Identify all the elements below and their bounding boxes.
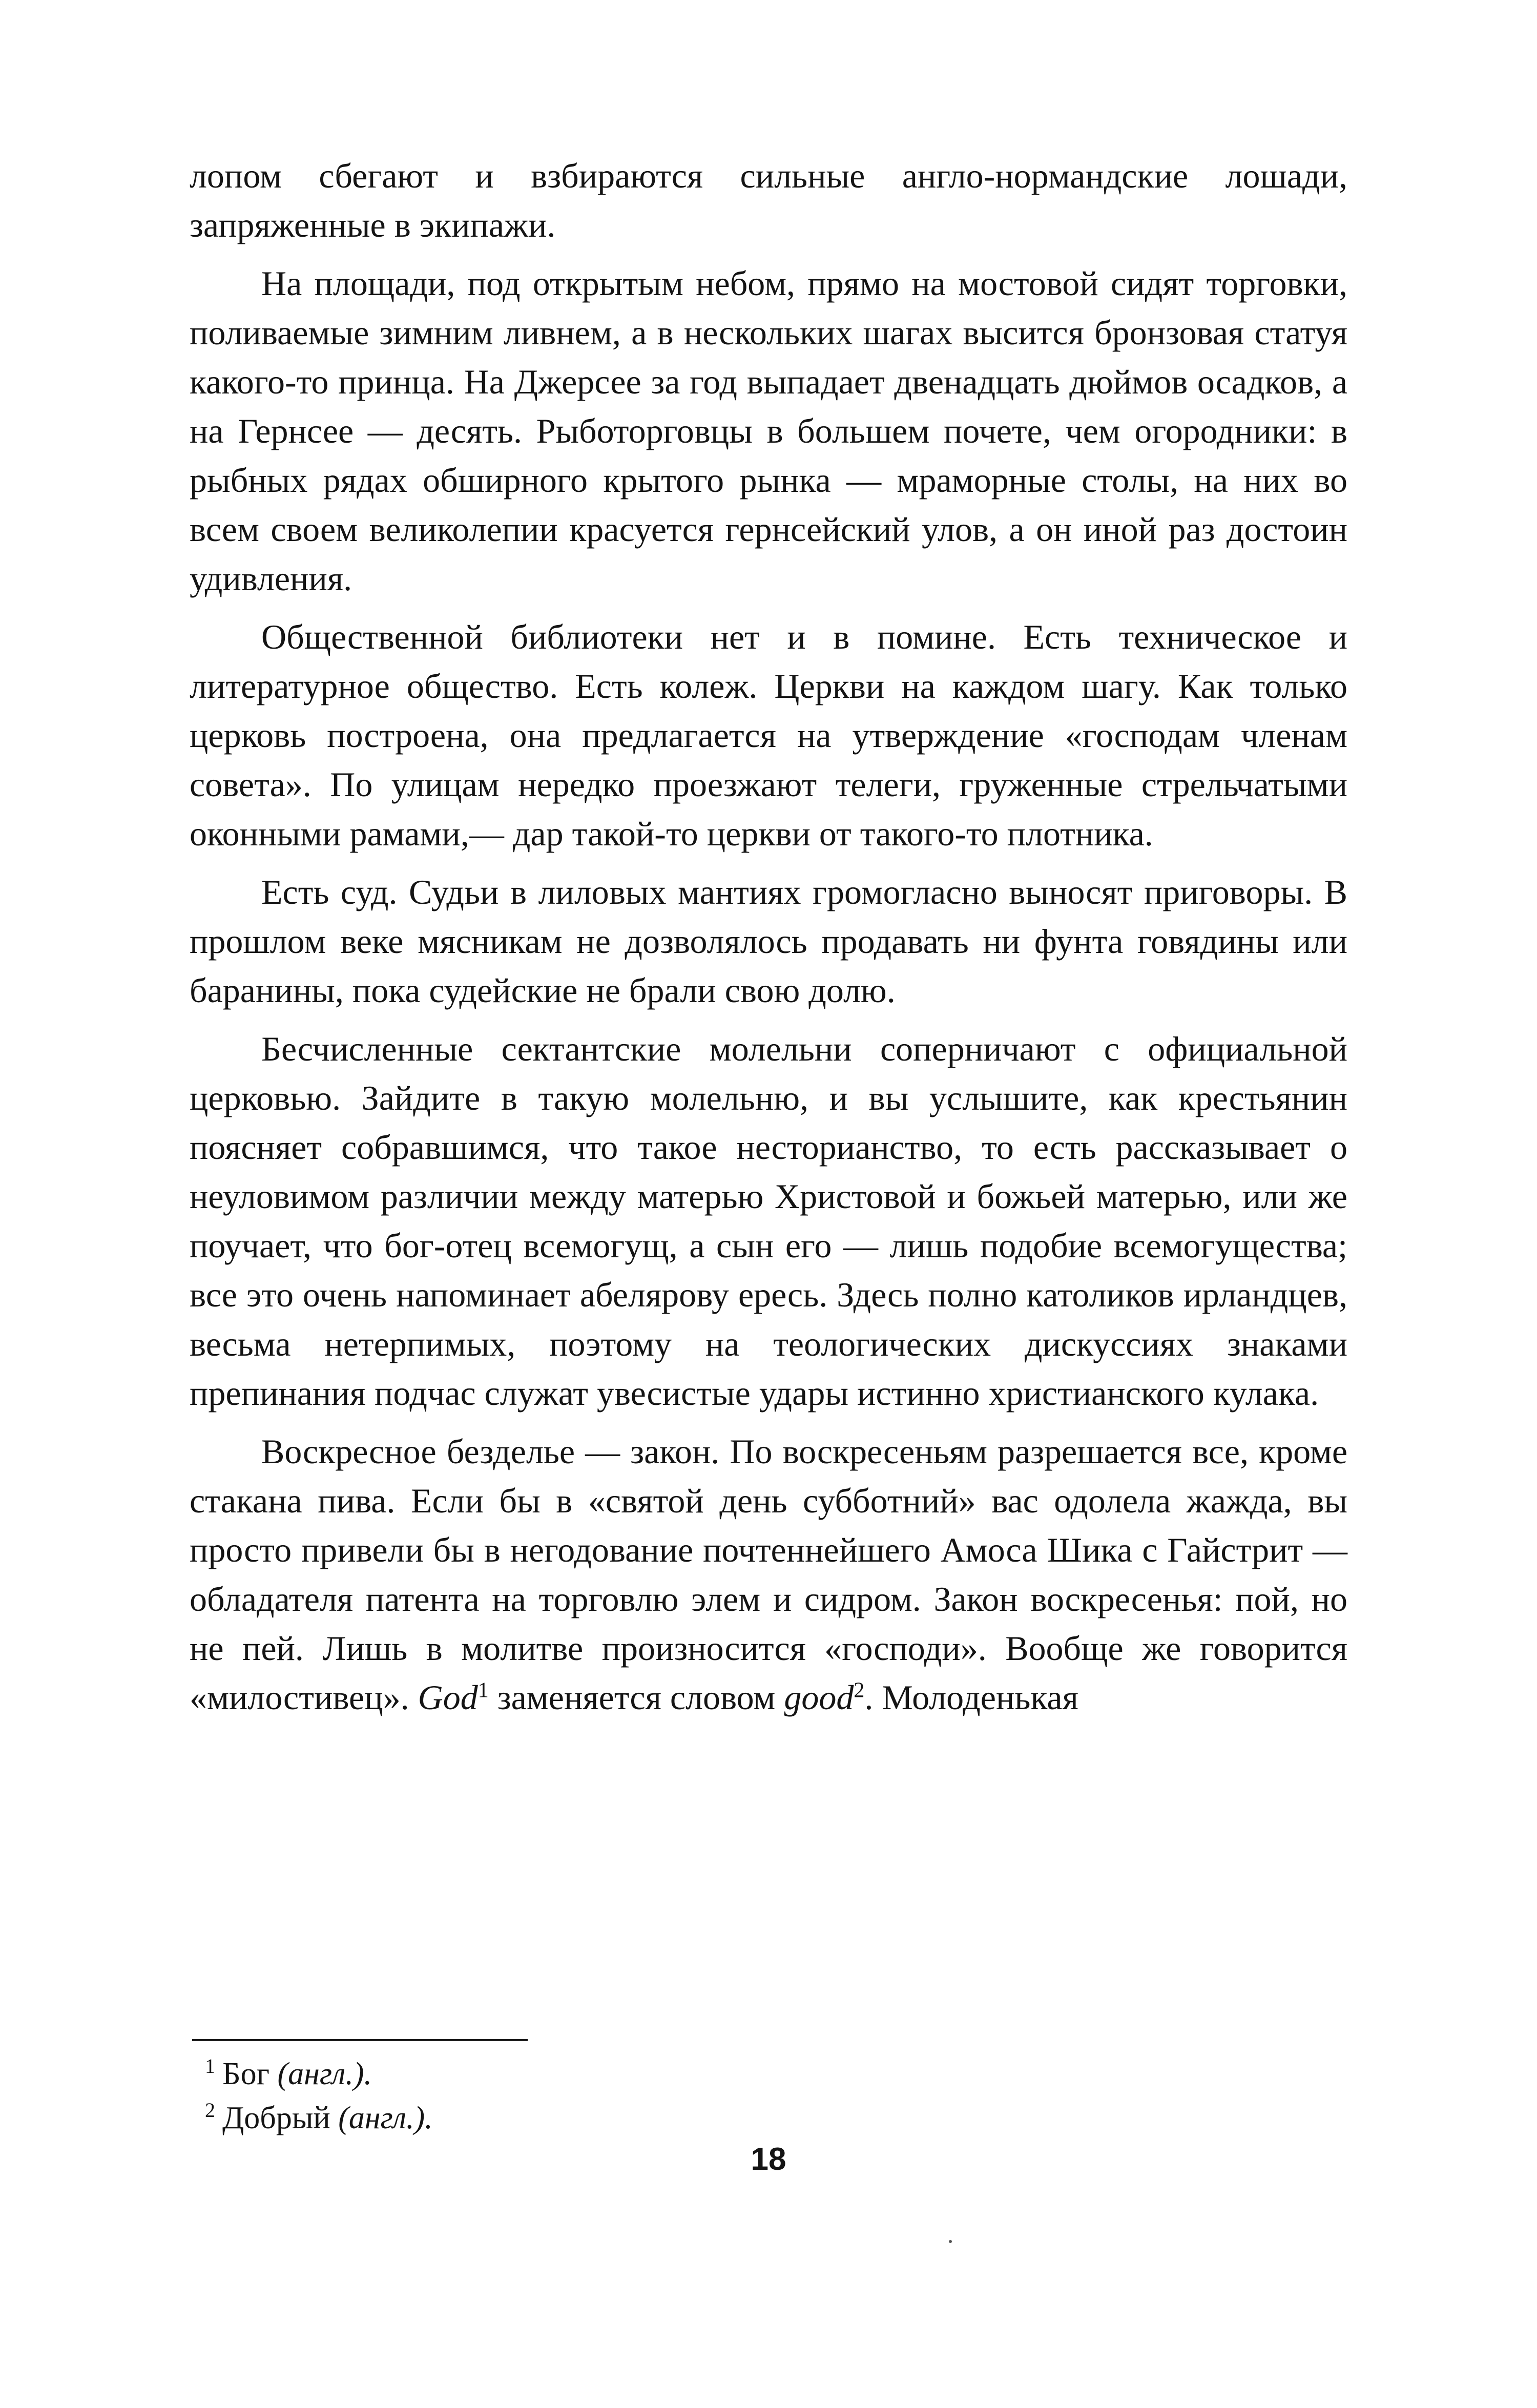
footnote-2-number: 2 [205,2099,215,2122]
footnote-1 [205,2052,922,2096]
paragraph-6-text-before: Воскресное безделье — закон. По воскресеньям разрешается все, кроме стакана пива. Если бы в «святой день субботний» вас одолела жажда, вы просто привели бы в негодование почтеннейшего Амоса Шика с Гайстрит — обладателя патента на торговлю элем и сидром. Закон воскресенья: пой, но не пей. Лишь в молитве произносится «господи». Вообще же говорится «милостивец». [190,1432,1347,1717]
paragraph-6-text-after: . Молоденькая [864,1678,1078,1717]
footnotes [205,2052,922,2140]
paragraph-6-text-middle: заменяется словом [497,1678,776,1717]
paragraph-6 [190,1427,1347,1722]
print-speck [949,2240,952,2243]
footnote-2-text: Добрый [222,2101,330,2135]
paragraph-4: Есть суд. Судьи в лиловых мантиях громогласно выносят приговоры. В прошлом веке мясникам не дозволялось продавать ни фунта говядины или баранины, пока судейские не брали свою долю. [190,873,1347,1010]
paragraph-5: Бесчисленные сектантские молельни соперничают с официальной церковью. Зайдите в такую молельню, и вы услышите, как крестьянин поясняет собравшимся, что такое несторианство, то есть рассказывает о неуловимом различии между матерью Христовой и божьей матерью, или же поучает, что бог-отец всемогущ, а сын его — лишь подобие всемогущества; все это очень напоминает абелярову ересь. Здесь полно католиков ирландцев, весьма нетерпимых, поэтому на теологических дискуссиях знаками препинания подчас служат увесистые удары истинно христианского кулака. [190,1029,1347,1413]
page-number: 18 [751,2142,786,2177]
paragraph-2: На площади, под открытым небом, прямо на мостовой сидят торговки, поливаемые зимним ливнем, а в нескольких шагах высится бронзовая статуя какого-то принца. На Джерсее за год выпадает двенадцать дюймов осадков, а на Гернсее — десять. Рыботорговцы в большем почете, чем огородники: в рыбных рядах обширного крытого рынка — мраморные столы, на них во всем своем великолепии красуется гернсейский улов, а он иной раз достоин удивления. [190,264,1347,598]
footnote-ref-2[interactable]: 2 [854,1678,865,1703]
word-good: good [784,1678,854,1717]
footnote-ref-1[interactable]: 1 [477,1678,489,1703]
paragraph-1: лопом сбегают и взбираются сильные англо-нормандские лошади, запряженные в экипажи. [190,156,1347,244]
footnote-divider [192,2039,528,2041]
paragraph-3: Общественной библиотеки нет и в помине. Есть техническое и литературное общество. Есть колеж. Церкви на каждом шагу. Как только церковь построена, она предлагается на утверждение «господам членам совета». По улицам нередко проезжают телеги, груженные стрельчатыми оконными рамами,— дар такой-то церкви от такого-то плотника. [190,617,1347,853]
footnote-2 [205,2096,922,2140]
main-text [190,151,1347,1727]
footnote-1-note: (англ.). [277,2057,372,2091]
footnote-1-text: Бог [222,2057,270,2091]
footnote-1-number: 1 [205,2054,215,2078]
word-god: God [418,1678,478,1717]
footnote-2-note: (англ.). [338,2101,433,2135]
